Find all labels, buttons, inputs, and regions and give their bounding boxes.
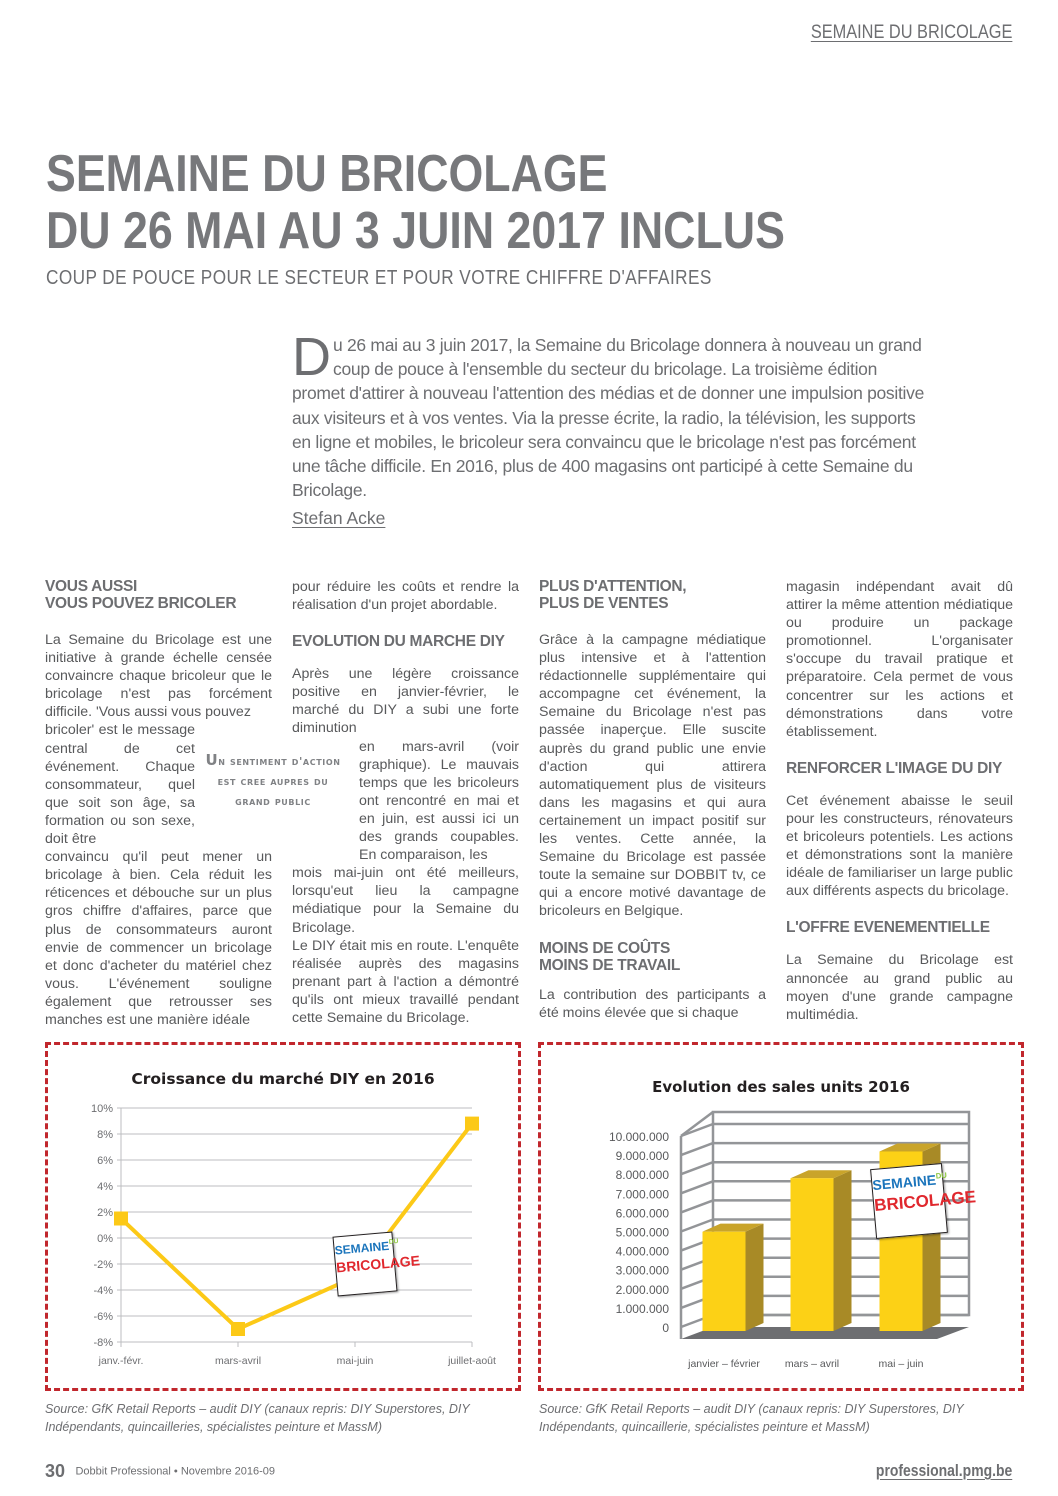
svg-text:4%: 4% [97, 1181, 113, 1193]
line-chart-frame [45, 1042, 521, 1391]
intro-paragraph [292, 327, 932, 502]
logo-line-2: BRICOLAGE [873, 1187, 977, 1216]
body-text: Le DIY était mis en route. L'enquête réalisée auprès des magasins prenant part à l'action a démontré qu'ils ont mieux travaillé pendant cette Semaine du Bricolage. [292, 937, 519, 1026]
bar-chart-frame [538, 1042, 1024, 1391]
heading-plus-attention [539, 578, 766, 612]
heading-line: PLUS D'ATTENTION, [539, 578, 687, 595]
body-text: mois mai-juin ont été meilleurs, lorsqu'eut lieu la campagne médiatique pour la Semaine du Bricolage. [292, 865, 519, 936]
svg-text:-8%: -8% [93, 1337, 113, 1349]
heading-line: MOINS DE COÛTS [539, 939, 671, 957]
svg-text:0: 0 [662, 1321, 669, 1335]
heading-line: VOUS AUSSI [45, 578, 138, 595]
svg-text:1.000.000: 1.000.000 [615, 1301, 669, 1316]
svg-text:10.000.000: 10.000.000 [608, 1130, 669, 1144]
column-2 [292, 578, 519, 1027]
svg-text:5.000.000: 5.000.000 [615, 1225, 669, 1240]
svg-text:-6%: -6% [93, 1311, 113, 1323]
svg-text:mai – juin: mai – juin [878, 1358, 924, 1370]
column-3 [539, 578, 766, 1022]
website-link[interactable]: professional.pmg.be [875, 1461, 1012, 1480]
logo-line-1: $SEMAINE^{DU}$ [334, 1238, 399, 1258]
page-subtitle: COUP DE POUCE POUR LE SECTEUR ET POUR VOTRE CHIFFRE D'AFFAIRES [46, 267, 712, 289]
intro-text: u 26 mai au 3 juin 2017, la Semaine du Bricolage donnera à nouveau un grand coup de pouce à l'ensemble du secteur du bricolage. La troisième édition promet d'attirer à nouveau l'attention des médias et de donner une impulsion positive aux visiteurs et à vos ventes. Via la presse écrite, la radio, la télévision, les supports en ligne et mobiles, le bricoleur sera convaincu que le bricolage n'est pas forcément une tâche difficile. En 2016, plus de 400 magasins ont participé à cette Semaine du Bricolage. [292, 335, 924, 501]
author-byline[interactable]: Stefan Acke [292, 508, 386, 528]
svg-text:8.000.000: 8.000.000 [615, 1168, 669, 1183]
svg-text:8%: 8% [97, 1129, 113, 1141]
body-text: La contribution des participants a été moins élevée que si chaque [539, 986, 766, 1021]
publication-info: Dobbit Professional • Novembre 2016-09 [75, 1465, 275, 1478]
page-number: 30 [45, 1461, 66, 1481]
line-chart-grid [117, 1108, 472, 1347]
svg-text:mai-juin: mai-juin [336, 1355, 374, 1367]
line-chart-y-axis [91, 1103, 113, 1349]
semaine-du-bricolage-logo [332, 1231, 421, 1296]
heading-offre-evenementielle: L'OFFRE EVENEMENTIELLE [786, 919, 990, 937]
body-text: convaincu qu'il peut mener un bricolage à bien. Cela réduit les réticences et débouche sur un plus gros chiffre d'affaires, parce que plus de consommateurs auront envie de commencer un bricolage et donc d'acheter du matériel chez vous. L'événement souligne également que retrousser ses manches est une manière idéale [45, 849, 272, 1028]
body-text: pour réduire les coûts et rendre la réalisation d'un projet abordable. [292, 579, 519, 614]
body-text: Après une légère croissance positive en janvier-février, le marché du DIY a subi une forte diminution [292, 666, 519, 737]
bar-chart [541, 1045, 1021, 1388]
heading-line: MOINS DE TRAVAIL [539, 956, 681, 974]
title-line-1: SEMAINE DU BRICOLAGE [46, 145, 608, 203]
svg-text:mars-avril: mars-avril [214, 1355, 262, 1367]
svg-text:-2%: -2% [93, 1259, 113, 1271]
drop-cap: D [292, 327, 331, 387]
heading-vous-aussi [45, 578, 272, 612]
body-text: Cet événement abaisse le seuil pour les constructeurs, rénovateurs et bricoleurs potentiels. Les actions et démonstrations sont la manière idéale de familiariser un large public aux différents aspects du bricolage. [786, 792, 1013, 900]
svg-text:10%: 10% [90, 1103, 113, 1115]
section-tag: SEMAINE DU BRICOLAGE [810, 22, 1012, 43]
chart-source-left: Source: GfK Retail Reports – audit DIY (canaux repris: DIY Superstores, DIY Indépendants, quincailleries, spécialistes peinture et MassM) [45, 1402, 470, 1434]
bar-chart-title: Evolution des sales units 2016 [652, 1078, 910, 1096]
heading-renforcer-image: RENFORCER L'IMAGE DU DIY [786, 759, 1003, 777]
svg-text:4.000.000: 4.000.000 [615, 1244, 669, 1259]
svg-text:6%: 6% [97, 1155, 113, 1167]
body-text: La Semaine du Bricolage est annoncée au grand public au moyen d'une grande campagne multimédia. [786, 952, 1013, 1023]
svg-text:-4%: -4% [93, 1285, 113, 1297]
heading-line: VOUS POUVEZ BRICOLER [45, 595, 237, 612]
svg-text:janvier – février: janvier – février [688, 1358, 760, 1370]
body-text-narrow: en mars-avril (voir graphique). Le mauvais temps que les bricoleurs ont rencontré en mai et en juin, est aussi ici un des grands coupables. En comparaison, les [359, 738, 519, 864]
svg-text:9.000.000: 9.000.000 [615, 1149, 669, 1164]
chart-source-right: Source: GfK Retail Reports – audit DIY (canaux repris: DIY Superstores, DIY Indépendants, quincaillerie, spécialistes peinture et MassM) [539, 1402, 964, 1434]
column-4 [786, 578, 1013, 1024]
bar-chart-x-axis [687, 1358, 924, 1370]
line-chart-x-axis [98, 1355, 496, 1367]
line-chart [48, 1045, 518, 1388]
pull-quote-text: n sentiment d'action est cree aupres du grand public [217, 755, 341, 808]
svg-text:janv.-févr.: janv.-févr. [98, 1355, 144, 1367]
svg-text:6.000.000: 6.000.000 [615, 1206, 669, 1221]
svg-text:2.000.000: 2.000.000 [615, 1282, 669, 1297]
bar-chart-y-axis [609, 1130, 669, 1335]
svg-text:3.000.000: 3.000.000 [615, 1263, 669, 1278]
logo-line-2: BRICOLAGE [335, 1252, 421, 1276]
line-chart-title: Croissance du marché DIY en 2016 [131, 1070, 435, 1088]
svg-text:mars – avril: mars – avril [784, 1358, 840, 1370]
pull-quote-initial: U [205, 751, 219, 769]
svg-text:0%: 0% [97, 1233, 113, 1245]
body-text-narrow: bricoler' est le message central de cet événement. Chaque consommateur, quel que soit son âge, sa formation ou son sexe, doit être [45, 722, 195, 848]
svg-text:juillet-août: juillet-août [448, 1355, 496, 1367]
svg-text:2%: 2% [97, 1207, 113, 1219]
body-text: La Semaine du Bricolage est une initiative à grande échelle censée convaincre chaque bricoleur que le bricolage n'est pas forcément difficile. 'Vous aussi vous pouvez [45, 632, 272, 721]
logo-line-1: $SEMAINE^{DU}$ [871, 1170, 948, 1194]
page-title [46, 146, 889, 260]
semaine-du-bricolage-logo [870, 1163, 977, 1239]
svg-text:7.000.000: 7.000.000 [615, 1187, 669, 1202]
line-chart-series [121, 1124, 472, 1329]
heading-moins-couts [539, 940, 766, 974]
heading-evolution-marche: EVOLUTION DU MARCHE DIY [292, 633, 505, 651]
body-text: magasin indépendant avait dû attirer la même attention médiatique ou produire un package promotionnel. L'organisater s'occupe du travail pratique et préparatoire. Cela permet de vous concentrer sur les actions et démonstrations dans votre établissement. [786, 579, 1013, 740]
body-text: Grâce à la campagne médiatique plus intensive et à l'attention rédactionnelle supplémentaire qui accompagne cet événement, la Semaine du Bricolage n'est pas passée inaperçue. Elle suscite auprès du grand public une envie d'action qui attirera automatiquement plus de visiteurs dans les magasins et qui aura certainement un impact positif sur les ventes. Cette année, la Semaine du Bricolage est passée toute la semaine sur DOBBIT tv, ce qui a encore motivé davantage de bricoleurs en Belgique. [539, 632, 766, 920]
title-line-2: DU 26 MAI AU 3 JUIN 2017 INCLUS [46, 202, 785, 260]
footer-publication [45, 1461, 275, 1482]
heading-line: PLUS DE VENTES [539, 595, 669, 612]
